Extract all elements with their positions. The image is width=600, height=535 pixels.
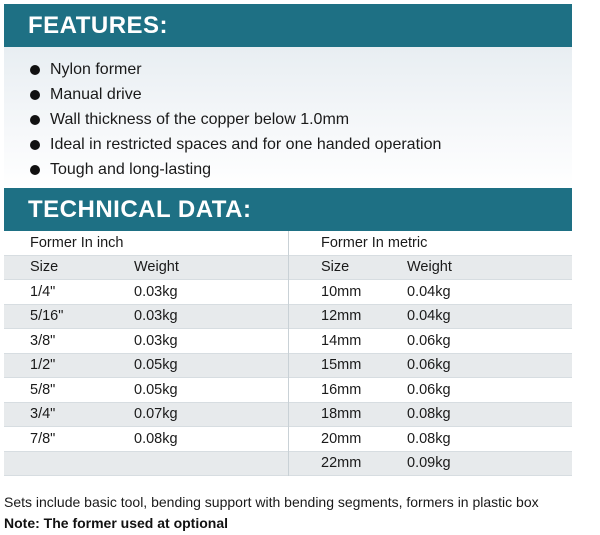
table-row bbox=[4, 305, 288, 330]
table-row bbox=[4, 403, 288, 428]
table-row bbox=[4, 354, 288, 379]
table-row bbox=[4, 378, 288, 403]
inch-title: Former In inch bbox=[30, 234, 124, 251]
weight-cell: 0.07kg bbox=[134, 406, 178, 423]
size-cell: 5/8" bbox=[30, 381, 56, 398]
feature-text: Wall thickness of the copper below 1.0mm bbox=[50, 110, 350, 128]
table-row bbox=[4, 329, 288, 354]
features-list bbox=[30, 57, 441, 182]
metric-title-row bbox=[289, 231, 572, 256]
weight-cell: 0.04kg bbox=[407, 283, 451, 300]
size-cell: 5/16" bbox=[30, 308, 64, 325]
weight-cell: 0.09kg bbox=[407, 455, 451, 472]
table-row bbox=[289, 427, 572, 452]
weight-cell: 0.04kg bbox=[407, 308, 451, 325]
weight-cell: 0.08kg bbox=[407, 406, 451, 423]
weight-cell: 0.03kg bbox=[134, 332, 178, 349]
bullet-icon bbox=[30, 115, 40, 125]
feature-text: Manual drive bbox=[50, 85, 142, 103]
feature-item bbox=[30, 82, 441, 107]
size-header: Size bbox=[30, 259, 59, 276]
table-row bbox=[4, 280, 288, 305]
table-row bbox=[289, 354, 572, 379]
size-cell: 12mm bbox=[321, 308, 362, 325]
size-header: Size bbox=[321, 259, 350, 276]
size-cell: 18mm bbox=[321, 406, 362, 423]
table-row bbox=[289, 280, 572, 305]
weight-header: Weight bbox=[407, 259, 452, 276]
size-cell: 3/4" bbox=[30, 406, 56, 423]
table-row bbox=[289, 305, 572, 330]
weight-cell: 0.08kg bbox=[134, 430, 178, 447]
size-cell: 10mm bbox=[321, 283, 362, 300]
weight-cell: 0.08kg bbox=[407, 430, 451, 447]
bullet-icon bbox=[30, 90, 40, 100]
weight-cell: 0.06kg bbox=[407, 332, 451, 349]
inch-column bbox=[4, 231, 288, 476]
bullet-icon bbox=[30, 140, 40, 150]
size-cell: 15mm bbox=[321, 357, 362, 374]
table-row bbox=[289, 403, 572, 428]
bullet-icon bbox=[30, 65, 40, 75]
sets-include-text: Sets include basic tool, bending support with bending segments, formers in plastic box bbox=[4, 494, 539, 510]
feature-item bbox=[30, 57, 441, 82]
feature-text: Nylon former bbox=[50, 60, 142, 78]
size-cell: 16mm bbox=[321, 381, 362, 398]
metric-header-row bbox=[289, 256, 572, 281]
table-row bbox=[289, 378, 572, 403]
feature-item bbox=[30, 132, 441, 157]
size-cell: 3/8" bbox=[30, 332, 56, 349]
table-row bbox=[289, 329, 572, 354]
weight-cell: 0.06kg bbox=[407, 357, 451, 374]
weight-cell: 0.05kg bbox=[134, 357, 178, 374]
inch-header-row bbox=[4, 256, 288, 281]
weight-header: Weight bbox=[134, 259, 179, 276]
size-cell: 1/2" bbox=[30, 357, 56, 374]
metric-title: Former In metric bbox=[321, 234, 428, 251]
technical-data-heading: TECHNICAL DATA: bbox=[4, 188, 572, 231]
empty-row bbox=[4, 452, 288, 477]
size-cell: 22mm bbox=[321, 455, 362, 472]
size-cell: 1/4" bbox=[30, 283, 56, 300]
feature-item bbox=[30, 157, 441, 182]
weight-cell: 0.05kg bbox=[134, 381, 178, 398]
feature-text: Ideal in restricted spaces and for one handed operation bbox=[50, 135, 442, 153]
inch-title-row bbox=[4, 231, 288, 256]
feature-text: Tough and long-lasting bbox=[50, 160, 212, 178]
features-heading: FEATURES: bbox=[4, 4, 572, 47]
size-cell: 7/8" bbox=[30, 430, 56, 447]
table-row bbox=[4, 427, 288, 452]
feature-item bbox=[30, 107, 441, 132]
weight-cell: 0.03kg bbox=[134, 283, 178, 300]
metric-column bbox=[288, 231, 572, 476]
features-panel bbox=[4, 47, 572, 188]
bullet-icon bbox=[30, 165, 40, 175]
weight-cell: 0.06kg bbox=[407, 381, 451, 398]
weight-cell: 0.03kg bbox=[134, 308, 178, 325]
size-cell: 20mm bbox=[321, 430, 362, 447]
table-row bbox=[289, 452, 572, 477]
size-cell: 14mm bbox=[321, 332, 362, 349]
optional-note: Note: The former used at optional bbox=[4, 515, 229, 531]
